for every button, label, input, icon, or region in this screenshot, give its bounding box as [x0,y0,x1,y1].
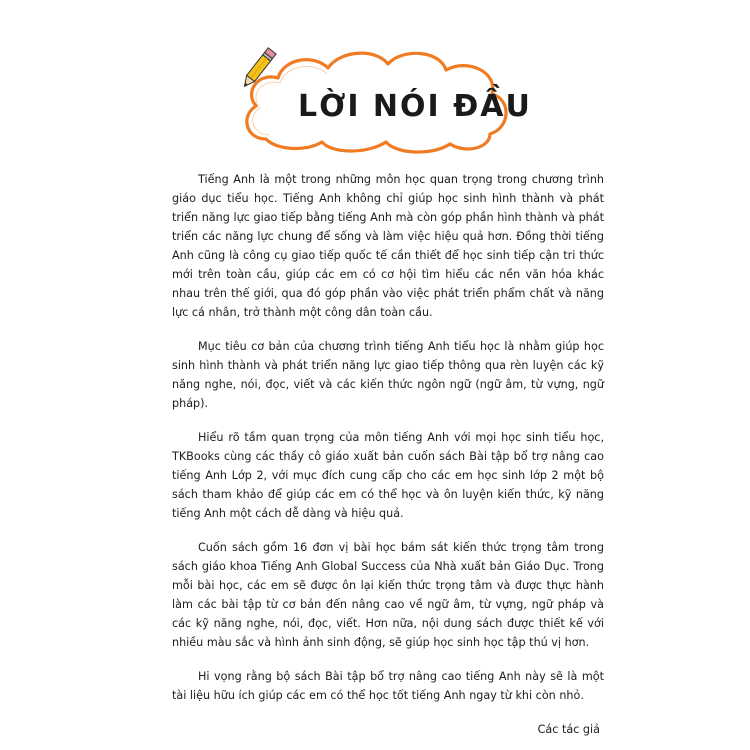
preface-body [172,170,604,739]
paragraph: Mục tiêu cơ bản của chương trình tiếng Anh tiểu học là nhằm giúp học sinh hình thành và phát triển năng lực giao tiếp thông qua rèn luyện các kỹ năng nghe, nói, đọc, viết và các kiến thức ngôn ngữ (ngữ âm, từ vựng, ngữ pháp). [172,340,604,410]
page-title: LỜI NÓI ĐẦU [298,89,532,124]
author-signature: Các tác giả [537,723,600,736]
paragraph: Cuốn sách gồm 16 đơn vị bài học bám sát kiến thức trọng tâm trong sách giáo khoa Tiếng Anh Global Success của Nhà xuất bản Giáo Dục. Trong mỗi bài học, các em sẽ được ôn lại kiến thức trọng tâm và được thực hành làm các bài tập từ cơ bản đến nâng cao về ngữ âm, từ vựng, ngữ pháp và các kỹ năng nghe, nói, đọc, viết. Hơn nữa, nội dung sách được thiết kế với nhiều màu sắc và hình ảnh sinh động, sẽ giúp học sinh học tập thú vị hơn. [172,541,604,649]
paragraph: Hi vọng rằng bộ sách Bài tập bổ trợ nâng cao tiếng Anh này sẽ là một tài liệu hữu ích giúp các em có thể học tốt tiếng Anh ngay từ khi còn nhỏ. [172,670,604,702]
title-banner [236,44,532,164]
paragraph: Tiếng Anh là một trong những môn học quan trọng trong chương trình giáo dục tiểu học. Tiếng Anh không chỉ giúp học sinh hình thành và phát triển năng lực giao tiếp bằng tiếng Anh mà còn góp phần hình thành và phát triển các năng lực chung để sống và làm việc hiệu quả hơn. Đồng thời tiếng Anh cũng là công cụ giao tiếp quốc tế cần thiết để học sinh tiếp cận tri thức mới trên toàn cầu, giúp các em có cơ hội tìm hiểu các nền văn hóa khác nhau trên thế giới, qua đó góp phần vào việc phát triển phẩm chất và năng lực cá nhân, trở thành một công dân toàn cầu. [172,173,604,319]
pencil-icon [236,44,280,94]
paragraph: Hiểu rõ tầm quan trọng của môn tiếng Anh với mọi học sinh tiểu học, TKBooks cùng các thầy cô giáo xuất bản cuốn sách Bài tập bổ trợ nâng cao tiếng Anh Lớp 2, với mục đích cung cấp cho các em học sinh lớp 2 một bộ sách tham khảo để giúp các em có thể học và ôn luyện kiến thức, kỹ năng tiếng Anh một cách dễ dàng và hiệu quả. [172,431,604,520]
